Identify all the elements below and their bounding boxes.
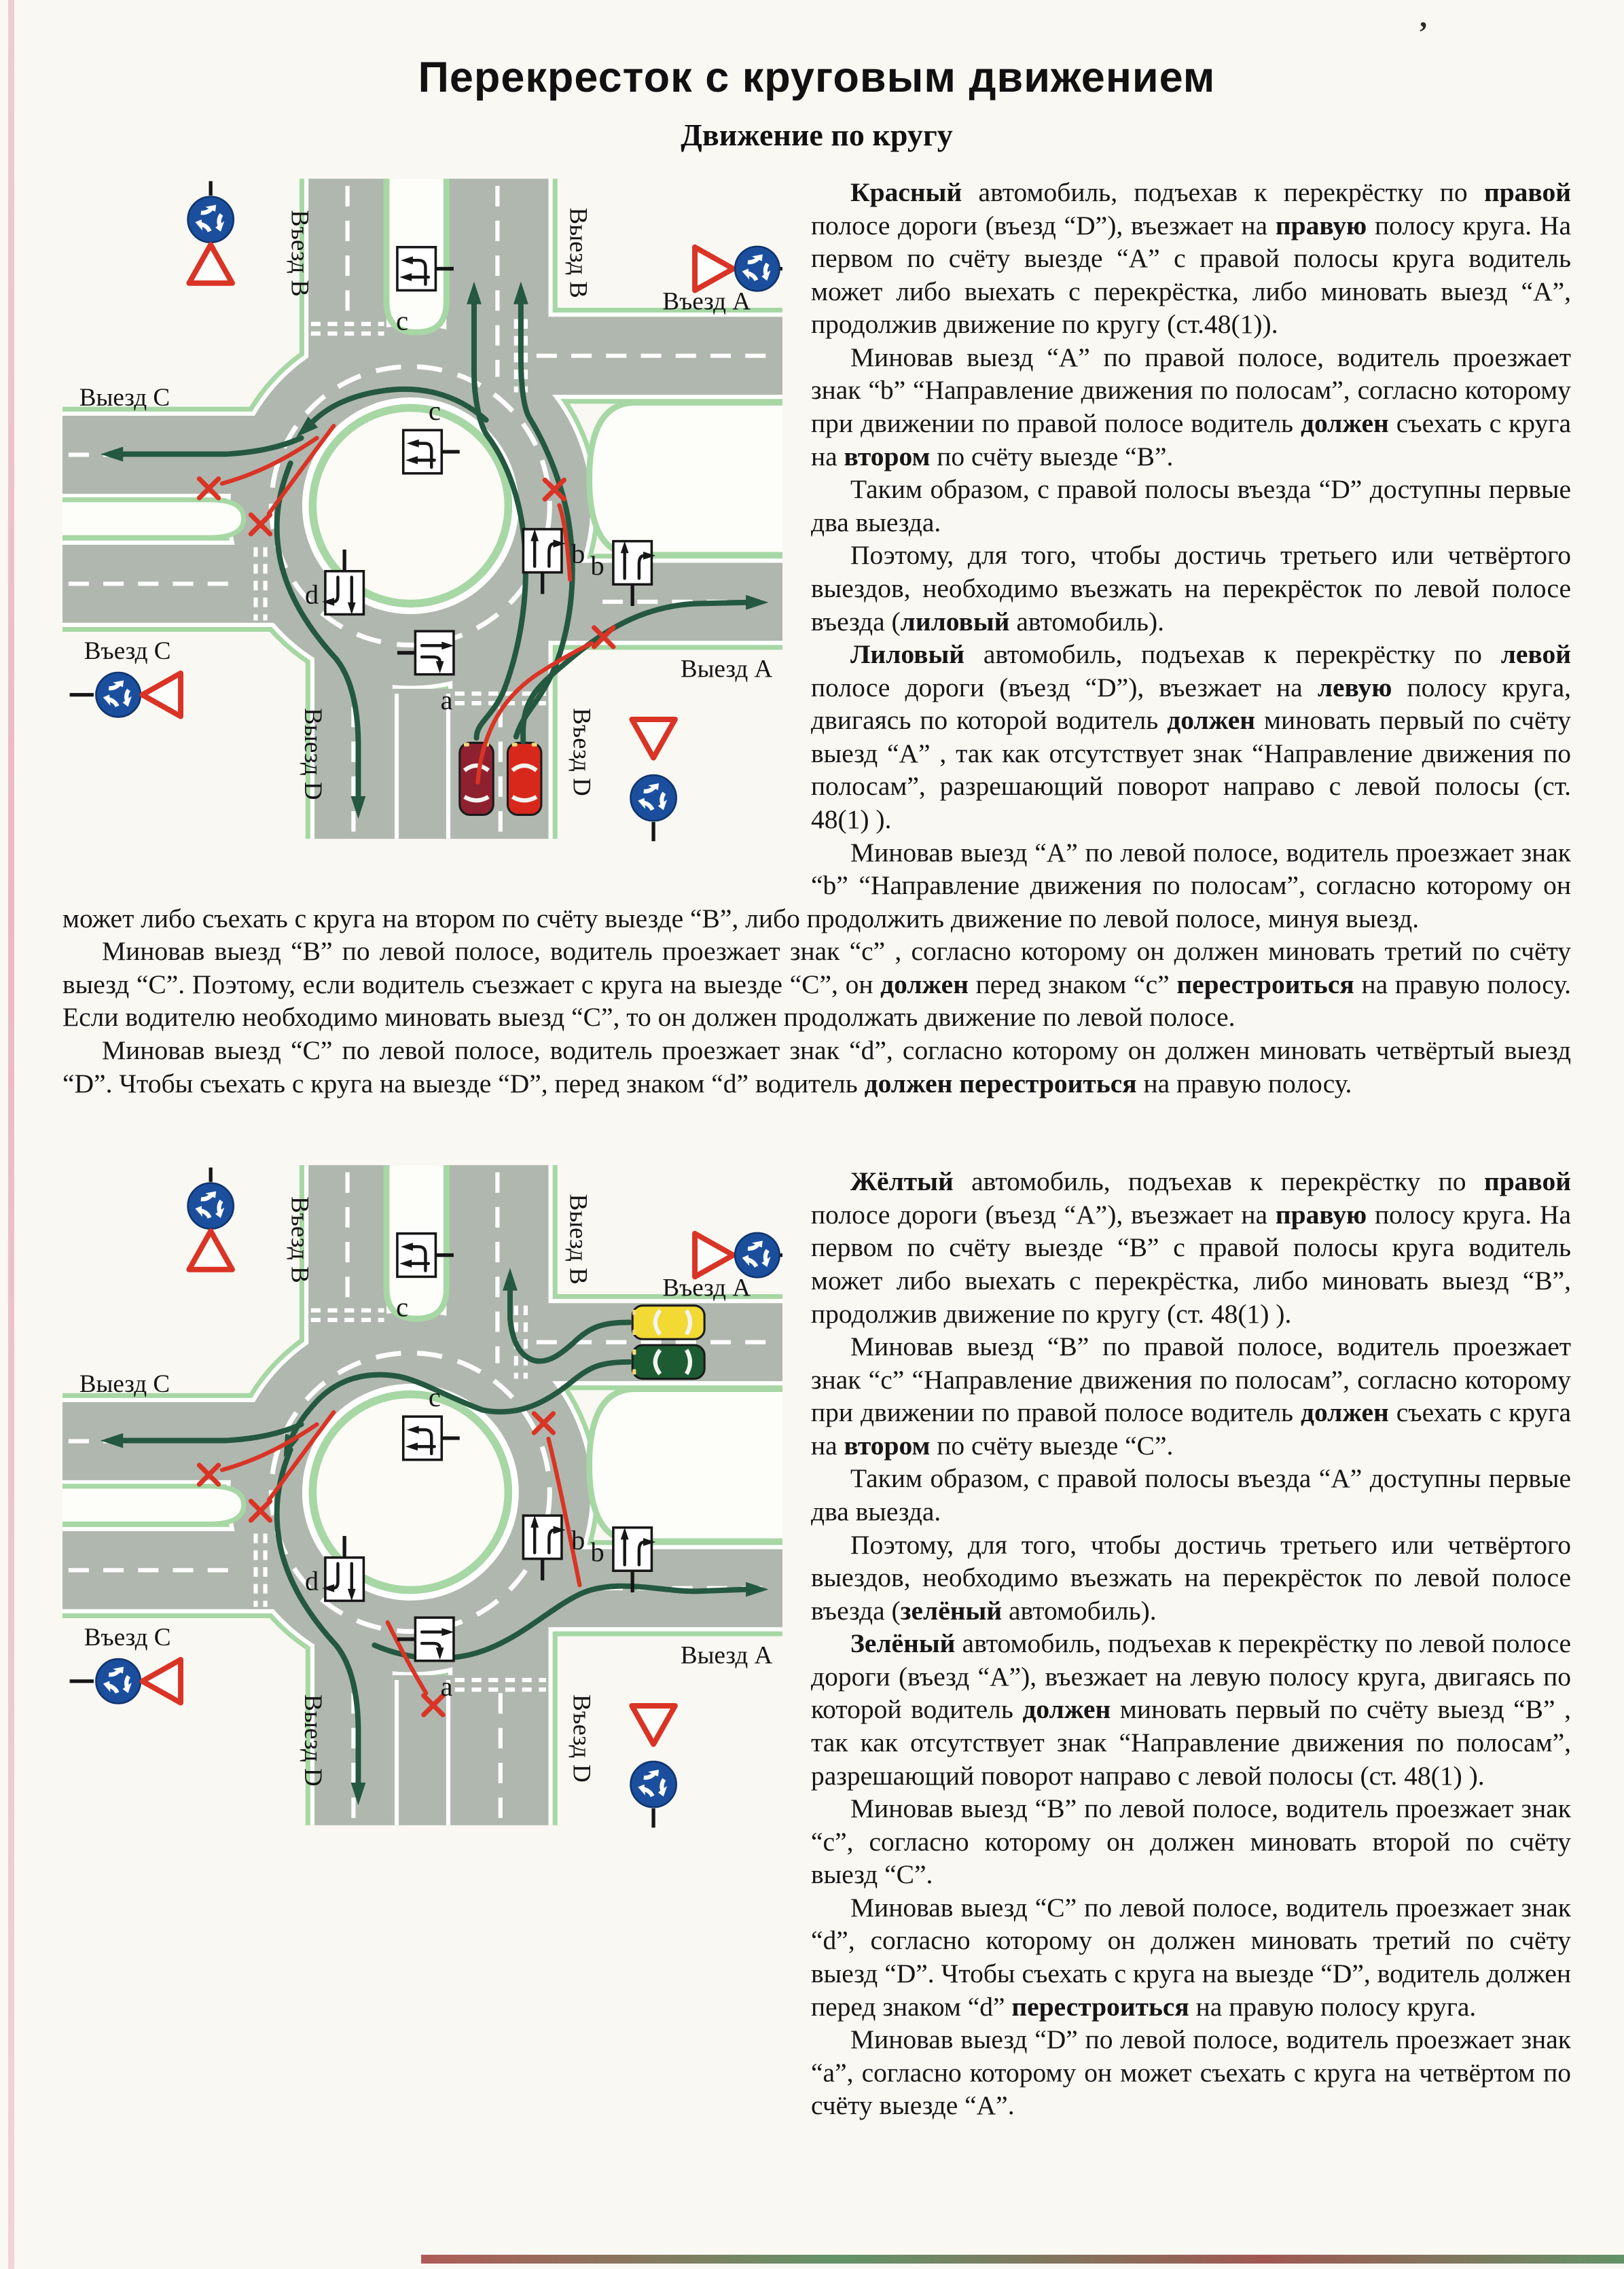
give-way-sign-icon	[189, 245, 232, 283]
red-car	[507, 743, 541, 815]
roundabout-svg	[62, 1165, 782, 1855]
paragraph: Миновав выезд “А” по левой полосе, водитель проезжает знак “b” “Направление движения по полосам”, согласно которому он может либо съехать с круга на втором по счёту выезде “В”, либо продолжить движение по левой полосе, минуя выезд.	[62, 837, 1571, 933]
sign-letter: c	[396, 305, 409, 336]
label-exit-a: Выезд A	[680, 1641, 773, 1670]
roundabout-sign-icon	[631, 1762, 676, 1807]
paragraph: Таким образом, с правой полосы въезда “D” доступны первые два выезда.	[811, 474, 1571, 537]
label-exit-b: Выезд B	[564, 207, 592, 298]
give-way-sign-icon	[695, 247, 734, 291]
scan-artifact-mark: ’	[1418, 16, 1428, 49]
paragraph: Зелёный автомобиль, подъехав к перекрёстку по левой полосе дороги (въезд “А”), въезжает на левую полосу круга, двигаясь по которой водитель должен миновать первый по счёту выезд “В” , так как отсутствует знак “Направление движения по полосам”, разрешающий поворот направо с левой полосы (ст. 48(1) ).	[811, 1628, 1571, 1791]
label-entry-d: Въезд D	[567, 708, 596, 796]
give-way-sign-icon	[142, 1660, 181, 1703]
label-exit-d: Выезд D	[298, 708, 327, 800]
roundabout-sign-icon	[735, 1233, 779, 1277]
paragraph: Миновав выезд “С” по левой полосе, водитель проезжает знак “d”, согласно которому он должен миновать третий по счёту выезд “D”. Чтобы съехать с круга на выезде “D”, водитель должен перед знаком “d” перестроиться на правую полосу круга.	[811, 1892, 1571, 2022]
label-exit-c: Выезд C	[79, 1370, 170, 1399]
paragraph: Миновав выезд “В” по левой полосе, водитель проезжает знак “с”, согласно которому он должен миновать второй по счёту выезд “С”.	[811, 1793, 1571, 1890]
label-exit-a: Выезд A	[680, 655, 773, 683]
roundabout-sign-icon	[188, 1183, 234, 1229]
paragraph: Лиловый автомобиль, подъехав к перекрёстку по левой полосе дороги (въезд “D”), въезжает на левую полосу круга, двигаясь по которой водитель должен миновать первый по счёту выезд “А” , так как отсутствует знак “Направление движения по полосам”, разрешающий поворот направо с левой полосы (ст. 48(1) ).	[811, 639, 1571, 834]
page-subtitle: Движение по кругу	[681, 118, 953, 152]
paragraph: Поэтому, для того, чтобы достичь третьего или четвёртого выездов, необходимо въезжать на перекрёсток по левой полосе въезда (зелёный автомобиль).	[811, 1529, 1571, 1626]
label-entry-b: Въезд B	[285, 1196, 314, 1283]
sign-letter: b	[571, 538, 585, 569]
roundabout-sign-icon	[735, 247, 779, 291]
sign-letter: c	[428, 1382, 441, 1413]
label-exit-d: Выезд D	[298, 1694, 327, 1787]
section-2-text	[811, 1165, 1571, 2122]
give-way-sign-icon	[632, 719, 675, 758]
roundabout-diagram-2	[62, 1165, 782, 1859]
label-entry-a: Въезд A	[662, 1274, 751, 1302]
sign-letter: a	[440, 684, 453, 715]
roundabout-sign-icon	[631, 775, 676, 821]
label-entry-b: Въезд B	[285, 210, 314, 297]
roundabout-diagram-1	[62, 179, 782, 872]
paragraph: Жёлтый автомобиль, подъехав к перекрёстку по правой полосе дороги (въезд “А”), въезжает на правую полосу круга. На первом по счёту выезде “В” с правой полосы круга водитель может либо выехать с перекрёстка, либо миновать выезд “В”, продолжив движение по кругу (ст. 48(1) ).	[811, 1166, 1571, 1329]
sign-letter: b	[590, 550, 605, 582]
paragraph: Миновав выезд “D” по левой полосе, водитель проезжает знак “а”, согласно которому он может съехать с круга на четвёртом по счёту выезде “А”.	[811, 2024, 1571, 2121]
give-way-sign-icon	[142, 673, 181, 717]
label-entry-c: Въезд C	[84, 637, 171, 665]
label-entry-a: Въезд A	[662, 287, 751, 316]
label-entry-c: Въезд C	[84, 1623, 171, 1651]
sign-letter: a	[440, 1671, 453, 1702]
roundabout-sign-icon	[96, 673, 140, 717]
label-exit-c: Выезд C	[79, 383, 170, 412]
yellow-car	[632, 1306, 704, 1339]
scan-edge-strip	[8, 0, 14, 2269]
paragraph: Миновав выезд “В” по левой полосе, водитель проезжает знак “с” , согласно которому он должен миновать третий по счёту выезд “С”. Поэтому, если водитель съезжает с круга на выезде “С”, он должен перед знаком “с” перестроиться на правую полосу. Если водителю необходимо миновать выезд “С”, то он должен продолжать движение по левой полосе.	[62, 936, 1571, 1033]
paragraph: Таким образом, с правой полосы въезда “А” доступны первые два выезда.	[811, 1463, 1571, 1526]
label-exit-b: Выезд B	[564, 1194, 592, 1285]
page-title: Перекресток с круговым движением	[418, 54, 1216, 101]
give-way-sign-icon	[695, 1234, 734, 1277]
roundabout-svg	[62, 179, 782, 869]
paragraph: Поэтому, для того, чтобы достичь третьего или четвёртого выездов, необходимо въезжать на перекрёсток по левой полосе въезда (лиловый автомобиль).	[811, 540, 1571, 637]
paragraph: Миновав выезд “С” по левой полосе, водитель проезжает знак “d”, согласно которому он должен миновать четвёртый выезд “D”. Чтобы съехать с круга на выезде “D”, перед знаком “d” водитель должен перестроиться на правую полосу.	[62, 1035, 1571, 1098]
label-entry-d: Въезд D	[567, 1694, 596, 1783]
roundabout-sign-icon	[188, 197, 234, 243]
give-way-sign-icon	[632, 1706, 675, 1745]
sign-letter: c	[396, 1291, 409, 1323]
scan-bottom-strip	[421, 2255, 1624, 2264]
green-car	[632, 1345, 704, 1378]
paragraph: Красный автомобиль, подъехав к перекрёстку по правой полосе дороги (въезд “D”), въезжает на правую полосу круга. На первом по счёту выезде “А” с правой полосы круга водитель может либо выехать с перекрёстка, либо миновать выезд “А”, продолжив движение по кругу (ст.48(1)).	[811, 177, 1571, 340]
sign-letter: b	[590, 1537, 605, 1568]
give-way-sign-icon	[189, 1231, 232, 1270]
roundabout-sign-icon	[96, 1659, 140, 1703]
sign-letter: d	[304, 1565, 319, 1596]
sign-letter: d	[304, 579, 319, 610]
paragraph: Миновав выезд “В” по правой полосе, водитель проезжает знак “с” “Направление движения по полосам”, согласно которому при движении по правой полосе водитель должен съехать с круга на втором по счёту выезде “С”.	[811, 1332, 1572, 1461]
paragraph: Миновав выезд “А” по правой полосе, водитель проезжает знак “b” “Направление движения по полосам”, согласно которому при движении по правой полосе водитель должен съехать с круга на втором по счёту выезде “В”.	[811, 342, 1572, 471]
sign-letter: c	[428, 395, 441, 427]
section-roundabout-entry-a	[62, 1165, 1571, 2122]
sign-letter: b	[571, 1524, 585, 1556]
section-roundabout-entry-d	[62, 176, 1571, 1100]
